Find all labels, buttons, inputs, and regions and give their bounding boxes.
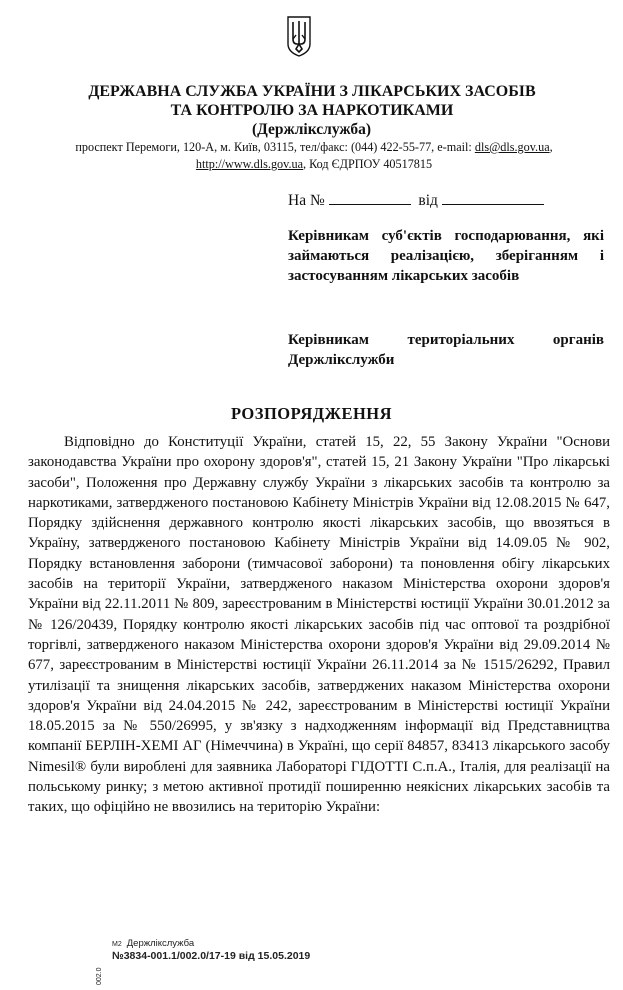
reg-number-label: На № — [288, 192, 325, 209]
registration-line — [288, 192, 544, 210]
contact-details: проспект Перемоги, 120-А, м. Київ, 03115, тел/факс: (044) 422-55-77, e-mail: dls@dls.gov.ua, http://www.dls.gov.ua, Код ЄДРПОУ 40517815 — [75, 140, 553, 171]
stamp-mark: М2 — [112, 941, 122, 948]
website-link[interactable]: http://www.dls.gov.ua — [195, 157, 303, 171]
stamp-side-code: 002.0 — [96, 967, 103, 985]
organization-short-name: (Держлікслужба) — [251, 121, 372, 138]
email-link[interactable]: dls@dls.gov.ua — [474, 140, 550, 154]
reg-date-label: від — [418, 192, 438, 209]
organization-name — [70, 82, 554, 120]
registration-stamp — [112, 938, 310, 962]
stamp-org: Держлікслужба — [126, 938, 195, 949]
body-paragraph: Відповідно до Конституції України, статей 15, 22, 55 Закону України "Основи законодавства України про охорону здоров'я", статей 15, 21 Закону України "Про лікарські засоби", Положення про Державну службу України з лікарських засобів та контролю за наркотиками, затвердженого постановою Кабінету Міністрів України від 12.08.2015 № 647, Порядку здійснення державного контролю якості лікарських засобів, що ввозяться в Україну, затвердженого постановою Кабінету Міністрів України від 14.09.05 № 902, Порядку встановлення заборони (тимчасової заборони) та поновлення обігу лікарських засобів на території України, затвердженого наказом Міністерства охорони здоров'я України від 22.11.2011 № 809, зареєстрованим в Міністерстві юстиції України 30.01.2012 за № 126/20439, Порядку контролю якості лікарських засобів під час оптової та роздрібної торгівлі, затвердженого наказом Міністерства охорони здоров'я України від 29.09.2014 № 677, зареєстрованим в Міністерстві юстиції України 26.11.2014 за № 1515/26292, Правил утилізації та знищення лікарських засобів, затверджених наказом Міністерства охорони здоров'я України від 24.04.2015 № 242, зареєстрованим в Міністерстві юстиції України 18.05.2015 за № 550/26995, у зв'язку з надходженням інформації від Представництва компанії БЕРЛІН-ХЕМІ АГ (Німеччина) в Україні, що серії 84857, 83413 лікарського засобу Nimesil® були вироблені для заявника Лабораторі ГІДОТТІ С.п.А., Італія, для реалізації на польському ринку; з метою активної протидії поширенню неякісних лікарських засобів та таких, що офіційно не ввозились на територію України: — [28, 434, 610, 816]
addressee-territorial-bodies: Керівникам територіальних органів Держлікслужби — [288, 332, 604, 368]
trident-emblem-icon — [284, 14, 314, 58]
edrpou-code: , Код ЄДРПОУ 40517815 — [303, 157, 433, 171]
addressee-business-entities: Керівникам суб'єктів господарювання, які займаються реалізацією, зберіганням і застосуванням лікарських засобів — [288, 228, 604, 284]
reg-date-blank — [442, 192, 544, 205]
document-title: РОЗПОРЯДЖЕННЯ — [230, 404, 393, 423]
stamp-reg-number: №3834-001.1/002.0/17-19 від 15.05.2019 — [112, 950, 311, 962]
reg-number-blank — [329, 192, 411, 205]
organization-name-line2: ТА КОНТРОЛЮ ЗА НАРКОТИКАМИ — [170, 102, 454, 119]
address-text: проспект Перемоги, 120-А, м. Київ, 03115, тел/факс: (044) 422-55-77, e-mail: — [75, 140, 475, 154]
organization-name-line1: ДЕРЖАВНА СЛУЖБА УКРАЇНИ З ЛІКАРСЬКИХ ЗАСОБІВ — [88, 83, 536, 100]
